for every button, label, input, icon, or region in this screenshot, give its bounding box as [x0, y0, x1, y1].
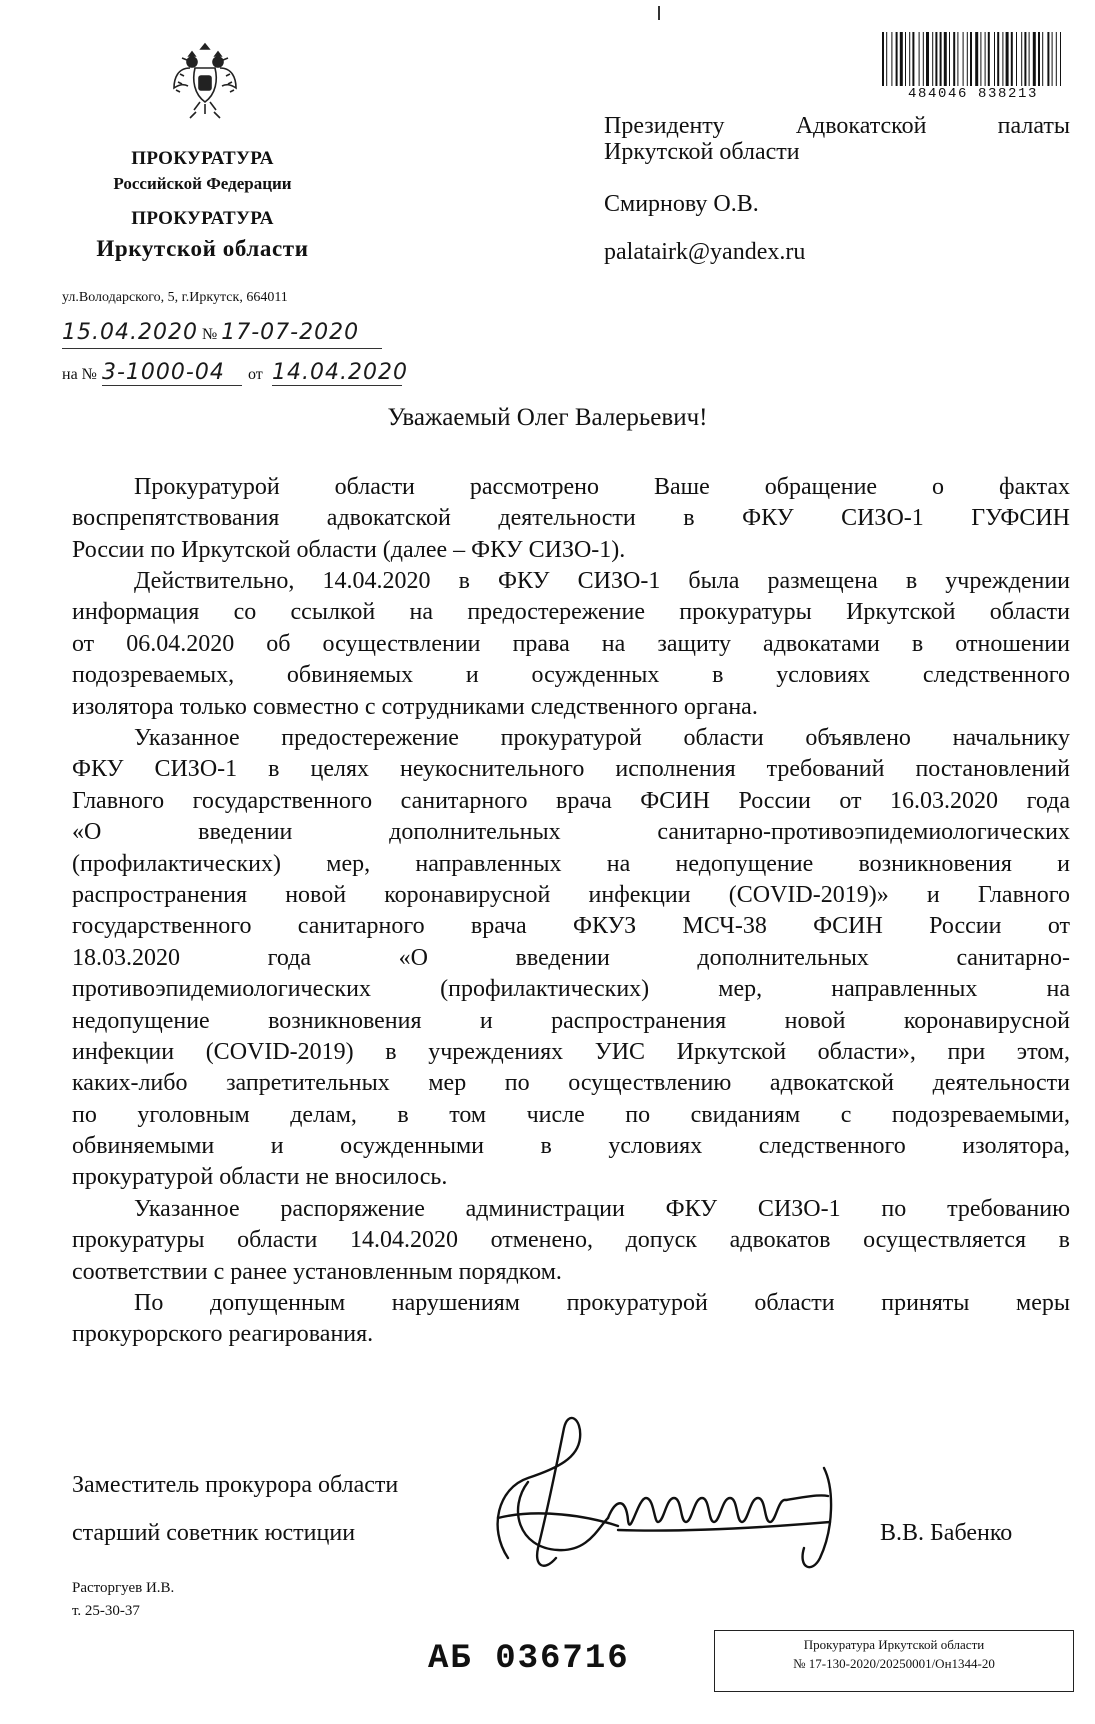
paragraph-line: от 06.04.2020 об осуществлении права на защиту адвокатами в отношении — [72, 630, 1070, 657]
barcode-bar — [970, 32, 972, 86]
barcode-bar — [997, 32, 999, 86]
paragraph-4 — [72, 1194, 1070, 1288]
form-serial-number: АБ 036716 — [428, 1640, 630, 1678]
barcode-bar — [1060, 32, 1061, 86]
paragraph-line: (профилактических) мер, направленных на недопущение возникновения и — [72, 850, 1070, 877]
greeting: Уважаемый Олег Валерьевич! — [387, 404, 708, 431]
outgoing-number-line — [62, 320, 382, 349]
barcode-bar — [1021, 32, 1022, 86]
paragraph-line: противоэпидемиологических (профилактических) мер, направленных на — [72, 976, 1070, 1003]
barcode-bar — [985, 32, 986, 86]
barcode-bar — [953, 32, 955, 86]
barcode-bar — [1033, 32, 1036, 86]
paragraph-line: инфекции (COVID-2019) в учреждениях УИС Иркутской области», при этом, — [72, 1038, 1070, 1065]
paragraph-line: 18.03.2020 года «О введении дополнительных санитарно- — [72, 944, 1070, 971]
barcode-bar — [882, 32, 884, 86]
paragraph-line: «О введении дополнительных санитарно-противоэпидемиологических — [72, 819, 1070, 846]
barcode-bar — [1047, 32, 1049, 86]
addressee-line-1: Президенту Адвокатской палаты — [604, 113, 1070, 139]
paragraph-line: соответствии с ранее установленным порядком. — [72, 1258, 562, 1285]
barcode-bar — [957, 32, 958, 86]
addressee-email: palatairk@yandex.ru — [604, 239, 806, 265]
outgoing-date: 15.04.2020 — [62, 320, 198, 345]
paragraph-3 — [72, 723, 1070, 1194]
paragraph-2 — [72, 566, 1070, 723]
paragraph-1 — [72, 472, 1070, 566]
addressee-line-2: Иркутской области — [604, 139, 800, 165]
barcode-bar — [1042, 32, 1043, 86]
paragraph-line: России по Иркутской области (далее – ФКУ СИЗО-1). — [72, 536, 626, 563]
double-headed-eagle-emblem-icon — [170, 38, 240, 120]
org-address: ул.Володарского, 5, г.Иркутск, 664011 — [62, 290, 288, 305]
reference-number-line — [62, 360, 408, 390]
barcode-bar — [988, 32, 990, 86]
org-name-2: Российской Федерации — [113, 174, 292, 193]
barcode-bar — [1038, 32, 1040, 86]
barcode-bar — [900, 32, 903, 86]
barcode-bar — [1024, 32, 1026, 86]
barcode-bar — [1016, 32, 1017, 86]
barcode-number: 484046 838213 — [878, 86, 1068, 102]
paragraph-line: Указанное распоряжение администрации ФКУ СИЗО-1 по требованию — [134, 1196, 1070, 1222]
org-name-3: ПРОКУРАТУРА — [131, 208, 274, 229]
paragraph-line: прокуратурой области не вносилось. — [72, 1164, 448, 1191]
barcode-bar — [1002, 32, 1003, 86]
ref-number: 3-1000-04 — [102, 360, 242, 386]
paragraph-line: подозреваемых, обвиняемых и осужденных в условиях следственного — [72, 662, 1070, 689]
barcode-bar — [1006, 32, 1009, 86]
paragraph-line: Действительно, 14.04.2020 в ФКУ СИЗО-1 была размещена в учреждении — [134, 568, 1070, 594]
stamp-line-1: Прокуратура Иркутской области — [803, 1637, 985, 1652]
signatory-position-2: старший советник юстиции — [72, 1520, 356, 1546]
outgoing-no-label: № — [201, 326, 218, 343]
paragraph-line: прокурорского реагирования. — [72, 1321, 374, 1348]
paragraph-line: ФКУ СИЗО-1 в целях неукоснительного исполнения требований постановлений — [72, 756, 1070, 783]
paragraph-line: прокуратуры области 14.04.2020 отменено, допуск адвокатов осуществляется в — [72, 1227, 1070, 1254]
paragraph-line: недопущение возникновения и распространения новой коронавирусной — [72, 1007, 1070, 1034]
barcode-bar — [980, 32, 981, 86]
paragraph-line: Прокуратурой области рассмотрено Ваше обращение о фактах — [134, 474, 1070, 500]
paragraph-line: По допущенным нарушениям прокуратурой области приняты меры — [134, 1290, 1070, 1316]
barcode-bar — [891, 32, 892, 86]
barcode-bar — [926, 32, 929, 86]
stamp-line-2: № 17-130-2020/20250001/Он1344-20 — [793, 1656, 995, 1671]
paragraph-line: Главного государственного санитарного врача ФСИН России от 16.03.2020 года — [72, 787, 1070, 814]
paragraph-line: изолятора только совместно с сотрудниками следственного органа. — [72, 693, 758, 720]
barcode-bar — [886, 32, 887, 86]
paragraph-line: информация со ссылкой на предостережение прокуратуры Иркутской области — [72, 599, 1070, 626]
paragraph-line: распространения новой коронавирусной инфекции (COVID-2019)» и Главного — [72, 881, 1070, 908]
barcode-bar — [994, 32, 995, 86]
barcode-bar — [967, 32, 968, 86]
paragraph-line: Указанное предостережение прокуратурой области объявлено начальнику — [134, 725, 1070, 751]
barcode-bar — [912, 32, 914, 86]
handwritten-signature — [468, 1398, 908, 1588]
paragraph-line: государственного санитарного врача ФКУЗ МСЧ-38 ФСИН России от — [72, 913, 1070, 940]
org-name-1: ПРОКУРАТУРА — [131, 148, 274, 169]
ref-from-label: от — [248, 366, 263, 383]
registration-stamp — [714, 1630, 1074, 1692]
barcode-bar — [919, 32, 920, 86]
paragraph-line: каких-либо запретительных мер по осуществлению адвокатской деятельности — [72, 1070, 1070, 1097]
ref-label: на № — [62, 366, 97, 383]
barcode-bar — [1056, 32, 1057, 86]
barcode-bar — [932, 32, 933, 86]
paragraph-5 — [72, 1288, 1070, 1351]
barcode-bar — [1011, 32, 1013, 86]
barcode-bar — [963, 32, 964, 86]
signatory-name: В.В. Бабенко — [880, 1520, 1013, 1546]
org-name-4: Иркутской области — [96, 236, 309, 261]
barcode-bar — [940, 32, 942, 86]
barcode-bar — [944, 32, 947, 86]
addressee-name: Смирнову О.В. — [604, 191, 759, 217]
paragraph-line: обвиняемыми и осужденными в условиях следственного изолятора, — [72, 1133, 1070, 1160]
signatory-position-1: Заместитель прокурора области — [72, 1472, 399, 1498]
barcode-bar — [909, 32, 910, 86]
barcode-bar — [1029, 32, 1030, 86]
barcode-bar — [923, 32, 924, 86]
barcode-bar — [949, 32, 950, 86]
paragraph-line: по уголовным делам, в том числе по свиданиям с подозреваемыми, — [72, 1101, 1070, 1128]
executor-phone: т. 25-30-37 — [72, 1603, 140, 1619]
outgoing-number: 17-07-2020 — [221, 320, 360, 345]
executor-name: Расторгуев И.В. — [72, 1580, 175, 1596]
barcode-bar — [935, 32, 937, 86]
barcode-bar — [896, 32, 898, 86]
barcode-bar — [1052, 32, 1053, 86]
ref-date: 14.04.2020 — [272, 360, 408, 385]
paragraph-line: воспрепятствования адвокатской деятельности в ФКУ СИЗО-1 ГУФСИН — [72, 505, 1070, 532]
barcode-bar — [975, 32, 978, 86]
barcode-bar — [905, 32, 906, 86]
scan-mark — [658, 6, 660, 20]
